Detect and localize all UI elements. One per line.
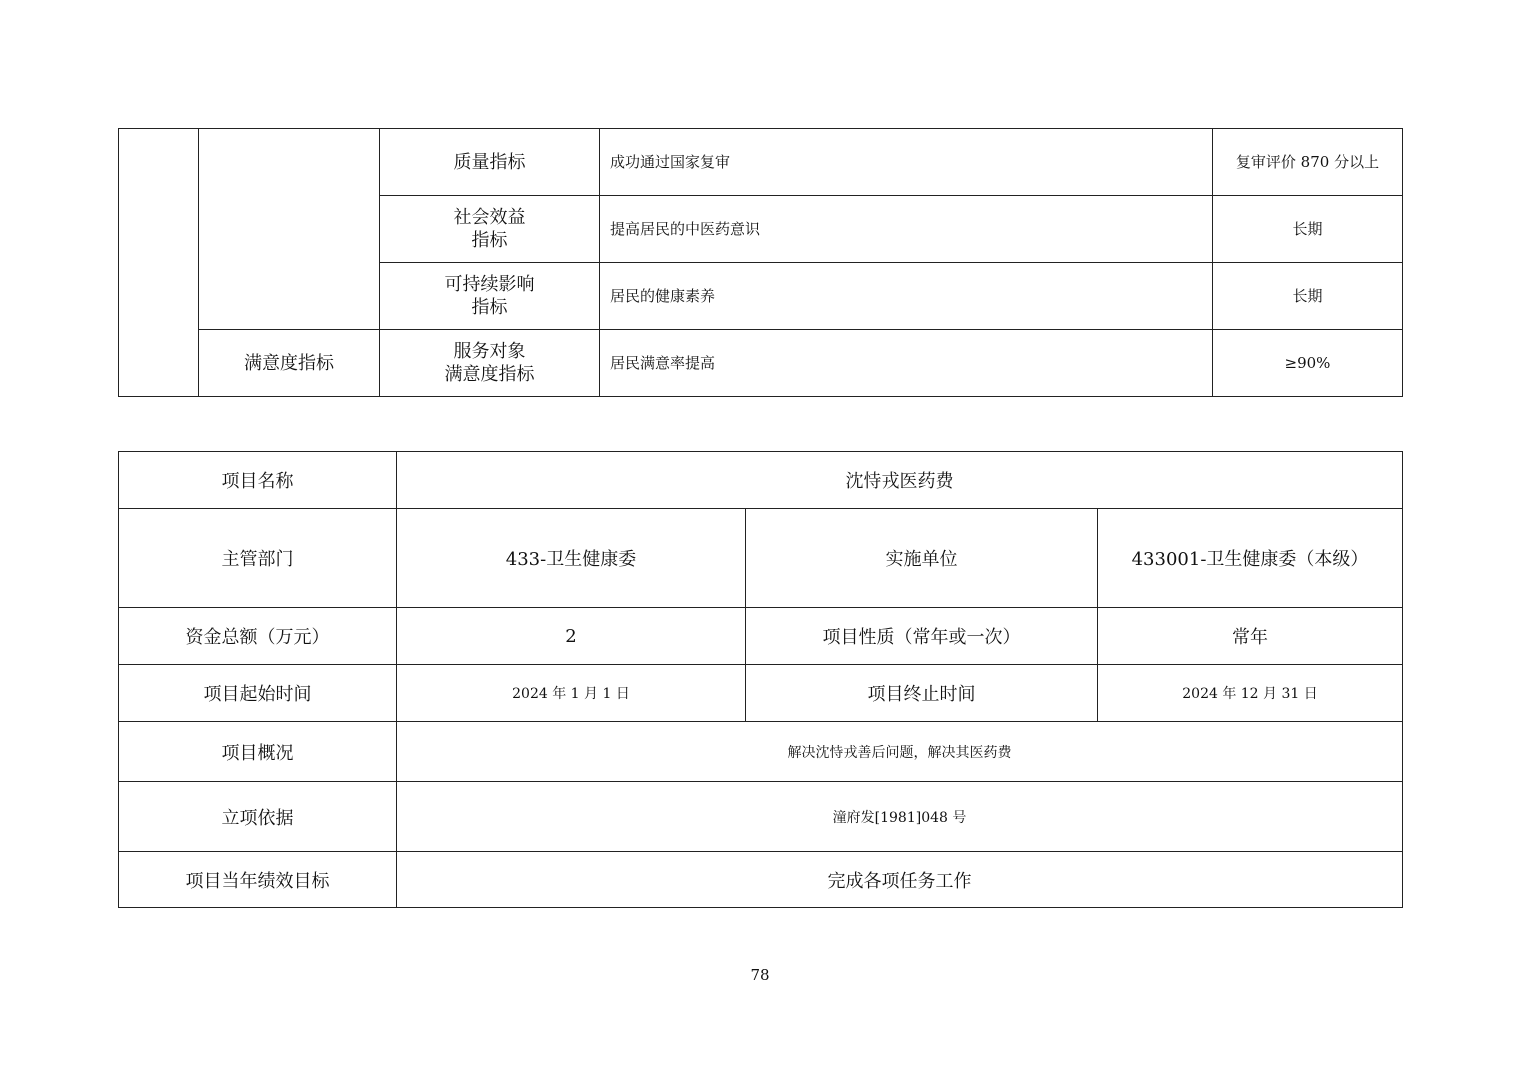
overview-value: 解决沈恃戎善后问题，解决其医药费 xyxy=(397,722,1403,782)
level3-line: 指标 xyxy=(471,230,508,251)
overview-label: 项目概况 xyxy=(119,722,397,782)
indicator-content: 提高居民的中医药意识 xyxy=(600,196,1213,263)
indicator-content: 居民满意率提高 xyxy=(600,330,1213,397)
performance-indicator-table xyxy=(118,128,1403,397)
nature-label: 项目性质（常年或一次） xyxy=(746,608,1098,665)
level2-cell xyxy=(199,129,380,330)
table-row xyxy=(119,129,1403,196)
basis-value: 潼府发[1981]048 号 xyxy=(397,782,1403,852)
project-name-label: 项目名称 xyxy=(119,452,397,509)
indicator-target: 长期 xyxy=(1213,263,1403,330)
nature-value: 常年 xyxy=(1098,608,1403,665)
level3-cell: 质量指标 xyxy=(380,129,600,196)
table-row xyxy=(119,665,1403,722)
table-row xyxy=(119,722,1403,782)
dept-value: 433-卫生健康委 xyxy=(397,509,746,608)
project-info-table xyxy=(118,451,1403,908)
goal-value: 完成各项任务工作 xyxy=(397,852,1403,908)
fund-value: 2 xyxy=(397,608,746,665)
indicator-target: 复审评价 870 分以上 xyxy=(1213,129,1403,196)
start-label: 项目起始时间 xyxy=(119,665,397,722)
project-name-value: 沈恃戎医药费 xyxy=(397,452,1403,509)
level3-cell xyxy=(380,330,600,397)
start-value: 2024 年 1 月 1 日 xyxy=(397,665,746,722)
unit-label: 实施单位 xyxy=(746,509,1098,608)
dept-label: 主管部门 xyxy=(119,509,397,608)
level2-cell: 满意度指标 xyxy=(199,330,380,397)
level3-line: 社会效益 xyxy=(453,207,526,228)
end-label: 项目终止时间 xyxy=(746,665,1098,722)
indicator-content: 居民的健康素养 xyxy=(600,263,1213,330)
unit-value: 433001-卫生健康委（本级） xyxy=(1098,509,1403,608)
level1-cell xyxy=(119,129,199,397)
indicator-content: 成功通过国家复审 xyxy=(600,129,1213,196)
fund-label: 资金总额（万元） xyxy=(119,608,397,665)
table-row xyxy=(119,782,1403,852)
end-value: 2024 年 12 月 31 日 xyxy=(1098,665,1403,722)
table-row xyxy=(119,509,1403,608)
table-row xyxy=(119,852,1403,908)
table-row xyxy=(119,608,1403,665)
level3-cell xyxy=(380,263,600,330)
indicator-target: ≥90% xyxy=(1213,330,1403,397)
basis-label: 立项依据 xyxy=(119,782,397,852)
level3-line: 服务对象 xyxy=(453,341,526,362)
page-number: 78 xyxy=(750,966,770,984)
table-row xyxy=(119,452,1403,509)
table-row xyxy=(119,330,1403,397)
level3-cell xyxy=(380,196,600,263)
level3-line: 指标 xyxy=(471,297,508,318)
level3-line: 可持续影响 xyxy=(444,274,535,295)
indicator-target: 长期 xyxy=(1213,196,1403,263)
level3-line: 满意度指标 xyxy=(444,364,535,385)
goal-label: 项目当年绩效目标 xyxy=(119,852,397,908)
